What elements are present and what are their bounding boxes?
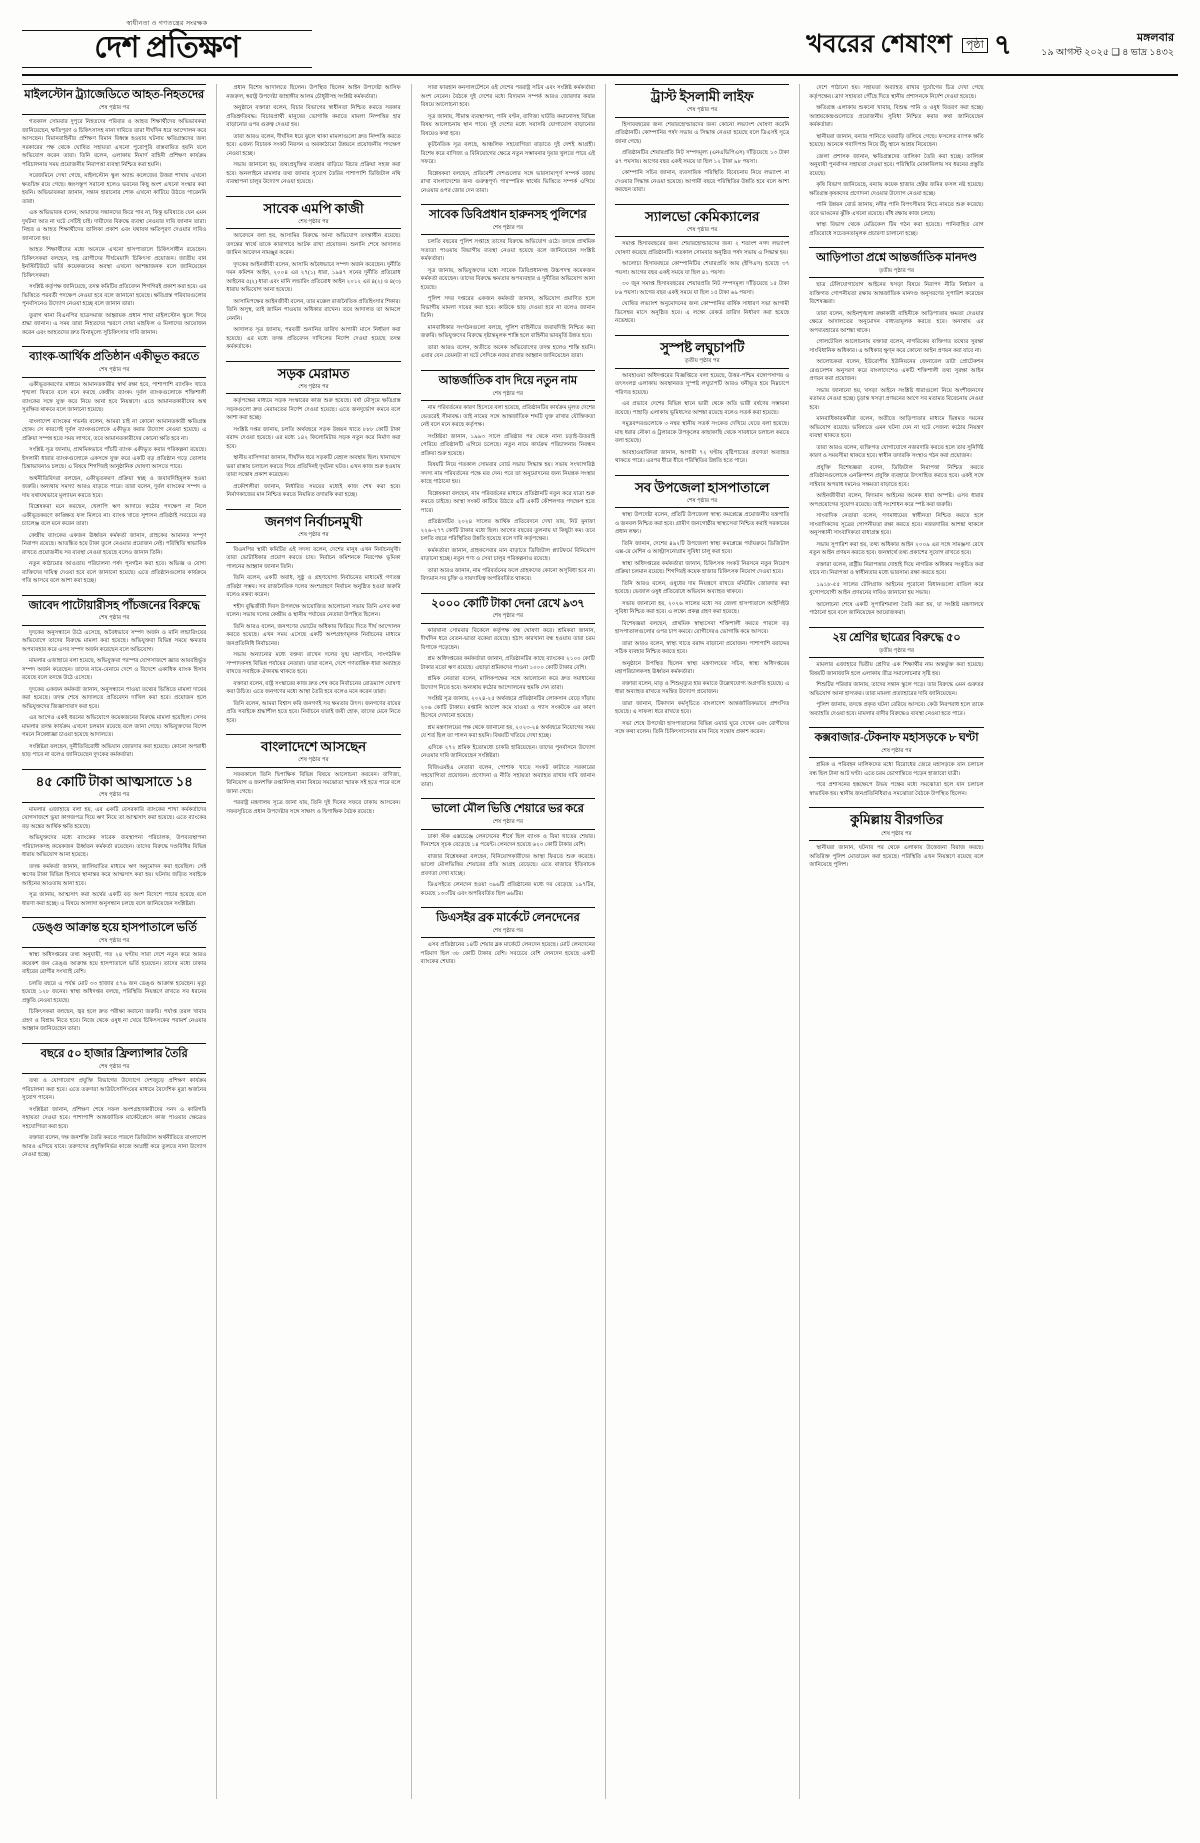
article-continuation-note: শেষ পৃষ্ঠার পর	[22, 937, 206, 949]
article	[226, 84, 400, 187]
masthead	[22, 18, 1178, 76]
article	[226, 509, 400, 725]
article-paragraph: প্রকৌশলীরা জানান, নির্ধারিত সময়ের মধ্যেই কাজ শেষ করা হবে। নির্মাণকাজের মান নিশ্চিত করতে নিয়মিত তদারকি করা হচ্ছে।	[226, 483, 401, 499]
article-paragraph: স্বাস্থ্য অধিদপ্তরের কর্মকর্তারা জানান, চিকিৎসক সংকট নিরসনে নতুন নিয়োগ প্রক্রিয়া চলমান রয়েছে। শিগগিরই কয়েক হাজার চিকিৎসক নিয়োগ দেওয়া হবে।	[614, 560, 790, 576]
article-paragraph: তুরাগ থানা বিএনপির ছাত্রসমাজ আহ্বায়ক প্রধান শাখা মাইলস্টোন স্কুলে গিয়ে শ্রদ্ধা জানান। এ সময় তারা নিহতদের স্মরণে দোয়া মাহফিল ও মিলাদের আয়োজন করেন এবং আহতদের দ্রুত বিনামূল্যে সুচিকিৎসার দাবি জানান।	[22, 312, 207, 336]
article	[22, 917, 206, 1034]
article	[421, 84, 595, 195]
article-paragraph: কূটনৈতিক সূত্র বলছে, আঞ্চলিক সহযোগিতা বাড়াতে দুই দেশই আগ্রহী। বিশেষ করে বাণিজ্য ও বিনিয়োগের ক্ষেত্রে নতুন সম্ভাবনার দুয়ার খুলতে পারে এই সফরে।	[420, 142, 595, 165]
article-paragraph: চলতি বছরের পুলিশ সপ্তাহে তাদের বিরুদ্ধে অভিযোগ ওঠে। তদন্তে প্রাথমিক সত্যতা পাওয়ায় বিভাগীয় ব্যবস্থা নেওয়া হয়েছে বলে জানিয়েছেন সংশ্লিষ্ট কর্মকর্তারা।	[420, 239, 595, 263]
article	[421, 798, 595, 898]
article-paragraph: কারখানা সোমবার বিকেলে কর্তৃপক্ষ বন্ধ ঘোষণা করে। শ্রমিকরা জানান, দীর্ঘদিন ধরে বেতন-ভাতা বকেয়া রয়েছে। হঠাৎ কারখানা বন্ধ হওয়ায় তারা চরম বিপাকে পড়েছেন।	[420, 627, 595, 651]
article-paragraph: তিনি আরও বলেন, জনগণের ভোটের অধিকার ফিরিয়ে দিতে দীর্ঘ আন্দোলন করতে হয়েছে। এখন সময় এসেছে একটি অংশগ্রহণমূলক নির্বাচনের মাধ্যমে জনপ্রতিনিধি নির্বাচনের।	[226, 623, 401, 647]
article-headline: কুমিল্লায় বীরগতির	[850, 812, 943, 828]
article-column	[22, 84, 206, 1799]
article-paragraph: শহীদ বুদ্ধিজীবী দিবস উপলক্ষে আয়োজিত আলোচনা সভায় তিনি এসব কথা বলেন। সভায় দলের কেন্দ্রীয় ও স্থানীয় পর্যায়ের নেতারা উপস্থিত ছিলেন।	[226, 603, 401, 619]
article-paragraph: বিশ্লেষকরা বলছেন, নাম পরিবর্তনের মাধ্যমে প্রতিষ্ঠানটি নতুন করে যাত্রা শুরু করতে চাইছে। আস্থা সংকট কাটিয়ে উঠতে এটি একটি কৌশলগত পদক্ষেপ হতে পারে।	[420, 490, 595, 514]
article-body	[421, 404, 595, 584]
article-paragraph: শ্রম মন্ত্রণালয়ের পক্ষ থেকে জানানো হয়, ২০২৩-২৪ অর্থবছরে নিয়োগের সময় যে শর্ত ছিল তা পালন করা হয়নি। বিষয়টি খতিয়ে দেখা হচ্ছে।	[420, 724, 595, 740]
article	[226, 361, 400, 500]
weekday-label: মঙ্গলবার	[1137, 31, 1174, 44]
article-headline: বাংলাদেশে আসছেন	[260, 739, 367, 755]
article-continuation-note: শেষ পৃষ্ঠার পর	[22, 791, 206, 803]
article-paragraph: তারা আরও বলেন, ব্যক্তিগত যোগাযোগে নজরদারি করতে হলে তার সুনির্দিষ্ট কারণ ও সময়সীমা থাকতে হবে। স্বাধীন তদারকি সংস্থাও গঠন করা প্রয়োজন।	[809, 444, 984, 460]
article-paragraph: স্থানীয়রা জানান, বন্যার পানিতে ঘরবাড়ি তলিয়ে গেছে। ফসলের ব্যাপক ক্ষতি হয়েছে। অনেকে গবাদিপশু নিয়ে উঁচু স্থানে আশ্রয় নিয়েছেন।	[809, 133, 984, 148]
article-paragraph: আহত শিক্ষার্থীদের মধ্যে অনেকে এখনো হাসপাতালে চিকিৎসাধীন রয়েছেন। চিকিৎসকরা বলছেন, দগ্ধ রোগীদের দীর্ঘমেয়াদি চিকিৎসা প্রয়োজন। জাতীয় বার্ন ইনস্টিটিউটে ভর্তি কয়েকজনের অবস্থা এখনো আশঙ্কাজনক বলে জানিয়েছেন চিকিৎসকরা।	[22, 247, 207, 279]
article-paragraph: কৃষি বিভাগ জানিয়েছে, বন্যায় কয়েক হাজার হেক্টর জমির ফসল নষ্ট হয়েছে। ক্ষতিগ্রস্ত কৃষকদের প্রণোদনা দেওয়ার উদ্যোগ নেওয়া হচ্ছে।	[809, 182, 984, 197]
article-paragraph: আবেদনে বলা হয়, আসামির বিরুদ্ধে আনা অভিযোগ তদন্তাধীন রয়েছে। তদন্তের স্বার্থে তাকে কারাগারে আটক রাখা প্রয়োজন। শুনানি শেষে আদালত জামিন আবেদন নামঞ্জুর করেন।	[226, 233, 401, 257]
page-word-label: পৃষ্ঠা	[962, 38, 988, 53]
article-paragraph: সংশ্লিষ্টরা জানান, প্রশিক্ষণ শেষে সফল অংশগ্রহণকারীদের সনদ ও কারিগরি সহায়তা দেওয়া হবে। পাশাপাশি আন্তর্জাতিক মার্কেটপ্লেসে কাজ পাওয়ার ক্ষেত্রেও সহযোগিতা করা হবে।	[22, 1106, 207, 1130]
article-headline: ট্রাস্ট ইসলামী লাইফ	[650, 89, 754, 104]
article-paragraph: সংশ্লিষ্ট দপ্তর জানায়, চলতি অর্থবছরে সড়ক উন্নয়ন খাতে ৮৮৮ কোটি টাকা বরাদ্দ দেওয়া হয়েছে। এর মধ্যে ১৪২ কিলোমিটার সড়ক নতুন করে নির্মাণ করা হবে।	[226, 426, 401, 450]
article-continuation-note: শেষ পৃষ্ঠার পর	[22, 614, 206, 626]
article-body	[809, 84, 983, 238]
article	[809, 247, 983, 618]
article-continuation-note: শেষ পৃষ্ঠার পর	[226, 218, 400, 230]
article-headline: মাইলস্টোন ট্র্যাজেডিতে আহত-নিহতদের	[24, 89, 205, 101]
article	[809, 84, 983, 238]
article-paragraph: সূত্র জানায়, অভিযুক্তদের মধ্যে সাবেক ডিবিপ্রধানসহ উচ্চপদস্থ কয়েকজন কর্মকর্তা রয়েছেন। তাদের বিরুদ্ধে ক্ষমতার অপব্যবহার ও দুর্নীতির অভিযোগ আনা হয়েছে।	[420, 267, 595, 291]
article-paragraph: অর্থনীতিবিদরা বলছেন, একীভূতকরণ প্রক্রিয়া স্বচ্ছ ও জবাবদিহিমূলক হওয়া জরুরি। অন্যথায় সমস্যা আরও বাড়তে পারে। তারা বলেন, দুর্বল ব্যাংকের সম্পদ ও দায় যথাযথভাবে মূল্যায়ন করতে হবে।	[22, 475, 207, 499]
article-paragraph: মানবাধিকারকর্মীরা বলেন, অতীতে আড়িপাতার মাধ্যমে ভিন্নমত দমনের অভিযোগ রয়েছে। ভবিষ্যতে এমন ঘটনা যেন না ঘটে সেজন্য কঠোর নিয়ন্ত্রণ ব্যবস্থা থাকতে হবে।	[809, 416, 984, 440]
article-continuation-note: শেষ পৃষ্ঠার পর	[615, 226, 789, 238]
article	[421, 204, 595, 361]
article-paragraph: পুলিশ সদর দপ্তরের একজন কর্মকর্তা জানান, অভিযোগ প্রমাণিত হলে বিভাগীয় মামলা দায়ের করা হবে। কাউকে ছাড় দেওয়া হবে না বলেও জানান তিনি।	[420, 296, 595, 320]
article-paragraph: বক্তারা বলেন, মাতৃ ও শিশুমৃত্যুর হার কমাতে উল্লেখযোগ্য অগ্রগতি হয়েছে। এ ধারা অব্যাহত রাখতে সমন্বিত উদ্যোগ প্রয়োজন।	[614, 680, 790, 696]
article-paragraph: স্বাস্থ্য উপদেষ্টা বলেন, প্রতিটি উপজেলা স্বাস্থ্য কমপ্লেক্সে প্রয়োজনীয় যন্ত্রপাতি ও জনবল নিশ্চিত করা হবে। গ্রামীণ জনগোষ্ঠীর স্বাস্থ্যসেবা নিশ্চিত করাই সরকারের প্রধান লক্ষ্য।	[614, 512, 790, 536]
article-paragraph: শ্রমিক নেতারা বলেন, মালিকপক্ষের সঙ্গে আলোচনা করে দ্রুত সমাধানের উদ্যোগ নিতে হবে। অন্যথায় কঠোর আন্দোলনের হুমকি দেন তারা।	[420, 676, 595, 691]
article-paragraph: আলোচনা শেষে একটি সুপারিশমালা তৈরি করা হয়, যা সংশ্লিষ্ট মন্ত্রণালয়ে পাঠানো হবে বলে জানিয়েছেন আয়োজকরা।	[809, 601, 984, 617]
masthead-right	[806, 24, 1178, 67]
article-paragraph: সংশ্লিষ্ট সূত্র জানায়, ২০২৪-২৫ অর্থবছরে প্রতিষ্ঠানটির লোকসান বেড়ে দাঁড়ায় ২০৬ কোটি টাকায়। রপ্তানি আদেশ কমে যাওয়া ও গ্যাস সংকটকে এর কারণ হিসেবে দেখানো হয়েছে।	[420, 696, 595, 720]
article-continuation-note: শেষ পৃষ্ঠার পর	[421, 927, 595, 939]
newspaper-logo	[22, 18, 312, 68]
article-body	[22, 806, 206, 909]
article-body	[809, 844, 983, 870]
article-paragraph: তিনি বলেন, একটি অবাধ, সুষ্ঠু ও গ্রহণযোগ্য নির্বাচনের মাধ্যমেই গণতন্ত্র প্রতিষ্ঠা সম্ভব। সব রাজনৈতিক দলের অংশগ্রহণে নির্বাচন অনুষ্ঠিত হওয়া জরুরি বলেও মন্তব্য করেন।	[226, 575, 401, 599]
article-paragraph: এসব প্রতিষ্ঠানের ১৪টি শেয়ার ব্লক মার্কেটে লেনদেন হয়েছে। মোট লেনদেনের পরিমাণ ছিল ৩৮ কোটি টাকার বেশি। সবচেয়ে বেশি লেনদেন হয়েছে একটি ব্যাংকের শেয়ার।	[420, 942, 595, 966]
article-continuation-note: শেষ পৃষ্ঠার পর	[22, 1063, 206, 1075]
article-paragraph: মামলার এজাহারে বলা হয়, এর একটি বেসরকারি ব্যাংকের শাখা কর্মকর্তাদের যোগসাজশে ভুয়া কাগজপত্র দিয়ে ঋণ নিয়ে তা আত্মসাৎ করা হয়েছে। এতে ব্যাংকের বড় অঙ্কের আর্থিক ক্ষতি হয়েছে।	[22, 806, 207, 830]
article-continuation-note: শেষ পৃষ্ঠার পর	[809, 830, 983, 842]
article-paragraph: শিশুটির পরিবার জানায়, তাদের সন্তান স্কুলে পড়ে। তার বিরুদ্ধে এমন গুরুতর অভিযোগ আনা হাস্যকর। তারা মামলা প্রত্যাহারের দাবি জানিয়েছেন।	[809, 682, 984, 697]
article-body	[226, 84, 400, 187]
article	[421, 370, 595, 584]
article-body	[226, 546, 400, 726]
article	[226, 734, 400, 816]
article-headline: আন্তর্জাতিক বাদ দিয়ে নতুন নাম	[438, 374, 577, 387]
article-paragraph: বিশ্লেষকরা মনে করছেন, খেলাপি ঋণ আদায়ে কঠোর পদক্ষেপ না নিলে একীভূতকরণে কাঙ্ক্ষিত ফল মিলবে না। ব্যাংক খাতে সুশাসন প্রতিষ্ঠাই সবচেয়ে বড় চ্যালেঞ্জ বলে মনে করেন তারা।	[22, 504, 207, 528]
article-paragraph: সভা শেষে উপদেষ্টা হাসপাতালের বিভিন্ন ওয়ার্ড ঘুরে দেখেন এবং রোগীদের সঙ্গে কথা বলেন। তিনি চিকিৎসাসেবার মান নিয়ে সন্তোষ প্রকাশ করেন।	[614, 720, 790, 736]
article-headline: জাবেদ পাটোয়ারীসহ পাঁচজনের বিরুদ্ধে	[28, 599, 200, 612]
article-paragraph: সফরকালে তিনি দ্বিপাক্ষিক বিভিন্ন বিষয়ে আলোচনা করবেন। বাণিজ্য, বিনিয়োগ ও জনশক্তি রপ্তানিসহ নানা বিষয়ে সমঝোতা স্মারক সই হতে পারে বলে জানা গেছে।	[226, 771, 401, 795]
article-paragraph: শ্রমিক ও পরিবহন মালিকদের মধ্যে বিরোধের জেরে মহাসড়কে যান চলাচল বন্ধ ছিল টানা আট ঘণ্টা। এতে চরম ভোগান্তিতে পড়েন হাজারো যাত্রী।	[809, 762, 984, 777]
article-paragraph: কোম্পানি সচিব জানান, ব্যবসায়িক পরিস্থিতি বিবেচনায় নিয়ে লভ্যাংশ না দেওয়ার সিদ্ধান্ত নেওয়া হয়েছে। আগামী বছরে পরিস্থিতির উন্নতি হবে বলে আশা করছেন তারা।	[614, 170, 790, 194]
article-paragraph: ঢাকা স্টক এক্সচেঞ্জে লেনদেনের শীর্ষে ছিল ব্যাংক ও বিমা খাতের শেয়ার। দিনশেষে সূচক বেড়েছে ১৪ পয়েন্ট। লেনদেন হয়েছে ৬২০ কোটি টাকার বেশি।	[420, 833, 595, 849]
article-paragraph: একীভূতকরণের মাধ্যমে আমানতকারীর স্বার্থ রক্ষা হবে, পাশাপাশি ব্যাংকিং খাতে শৃঙ্খলা ফিরবে বলে মনে করছে কেন্দ্রীয় ব্যাংক। দুর্বল ব্যাংকগুলোকে শক্তিশালী ব্যাংকের সঙ্গে যুক্ত করে নিয়ে আনা হবে নিয়ন্ত্রণে। এতে আমানতকারীদের অর্থ সুরক্ষিত থাকবে বলে জানানো হয়েছে।	[22, 381, 207, 414]
article-paragraph: তিনি আরও বলেন, ওষুধের দাম নিয়ন্ত্রণে রাখতে মনিটরিং জোরদার করা হয়েছে। ভেজাল ওষুধ প্রতিরোধে অভিযান অব্যাহত থাকবে।	[614, 580, 790, 596]
article-continuation-note: তৃতীয় পৃষ্ঠার পর	[809, 647, 983, 659]
article-columns	[22, 84, 1178, 1799]
article-paragraph: প্রতিষ্ঠানটির শেয়ারপ্রতি নিট সম্পদমূল্য (এনএভিপিএস) দাঁড়িয়েছে ১৩ টাকা ৪৭ পয়সায়। আগের বছর একই সময়ে যা ছিল ১২ টাকা ৯৮ পয়সা।	[614, 150, 790, 165]
article-headline: কক্সবাজার-টেকনাফ মহাসড়কে ৮ ঘণ্টা	[814, 732, 979, 745]
article-paragraph: স্থানীয়রা জানান, ঘটনার পর থেকে এলাকায় উত্তেজনা বিরাজ করছে। অতিরিক্ত পুলিশ মোতায়েন করা হয়েছে। পরিস্থিতি এখন নিয়ন্ত্রণে রয়েছে বলে জানিয়েছে পুলিশ।	[809, 845, 984, 869]
article-paragraph: বিশেষজ্ঞরা বলছেন, প্রাথমিক স্বাস্থ্যসেবা শক্তিশালী করতে পারলে বড় হাসপাতালগুলোর ওপর চাপ কমবে। রোগীদেরও ভোগান্তি কমে আসবে।	[614, 620, 790, 636]
article-column	[411, 84, 595, 1799]
article-continuation-note: শেষ পৃষ্ঠার পর	[226, 756, 400, 768]
article-paragraph: দুদকের একজন কর্মকর্তা জানান, অনুসন্ধানে পাওয়া তথ্যের ভিত্তিতে মামলা দায়ের করা হয়েছে। তদন্ত শেষে আদালতে প্রতিবেদন দাখিল করা হবে। প্রয়োজন হলে অভিযুক্তদের জিজ্ঞাসাবাদ করা হবে।	[22, 686, 207, 710]
date-label: ১৯ আগস্ট ২০২৫ ❑ ৪ ভাদ্র ১৪৩২	[1041, 47, 1174, 58]
article-body	[615, 240, 789, 326]
article-headline: স্যালভো কেমিক্যালের	[645, 208, 760, 224]
article-paragraph: বিজিএমইএ নেতারা বলেন, পোশাক খাতে সংকট কাটাতে সরকারের সহযোগিতা প্রয়োজন। প্রণোদনা ও নীতি সহায়তা অব্যাহত রাখার দাবি জানান তারা।	[420, 764, 595, 788]
article-continuation-note: শেষ পৃষ্ঠার পর	[615, 106, 789, 118]
article	[22, 346, 206, 585]
article-paragraph: আসামিপক্ষের আইনজীবী বলেন, তার মক্কেল রাজনৈতিক প্রতিহিংসার শিকার। তিনি অসুস্থ, তাই জামিন পাওয়ার অধিকার রাখেন। তবে আদালত তা আমলে নেননি।	[226, 298, 401, 322]
article-paragraph: আলোচকরা বলেন, ইউরোপীয় ইউনিয়নের জেনারেল ডাটা প্রোটেকশন রেগুলেশন অনুসরণ করে বাংলাদেশেও একটি শক্তিশালী তথ্য সুরক্ষা আইন প্রণয়ন করা প্রয়োজন।	[809, 359, 984, 383]
article-paragraph: পরে প্রশাসনের হস্তক্ষেপে উভয় পক্ষের মধ্যে সমঝোতা হলে যান চলাচল স্বাভাবিক হয়। স্থানীয় জনপ্রতিনিধিরাও সমঝোতা বৈঠকে উপস্থিত ছিলেন।	[809, 782, 984, 797]
article-continuation-note: শেষ পৃষ্ঠার পর	[615, 497, 789, 509]
article-paragraph: এর প্রভাবে দেশের বিভিন্ন স্থানে ভারী থেকে অতি ভারী বর্ষণের সম্ভাবনা রয়েছে। পাহাড়ি এলাকায় ভূমিধসের আশঙ্কা রয়েছে বলেও সতর্ক করা হয়েছে।	[614, 401, 790, 416]
article-paragraph: পানি উন্নয়ন বোর্ড জানায়, নদীর পানি বিপৎসীমার নিচে নামতে শুরু করেছে। তবে ভাঙনের ঝুঁকি এখনো রয়েছে। বাঁধ রক্ষায় কাজ চলছে।	[809, 202, 984, 217]
article-paragraph: দুদকের অনুসন্ধানে উঠে এসেছে, অবৈধভাবে সম্পদ অর্জন ও মানি লন্ডারিংয়ের অভিযোগে তাদের বিরুদ্ধে মামলা করা হয়েছে। অভিযুক্তরা বিভিন্ন সময়ে ক্ষমতার অপব্যবহার করে এসব সম্পদ অর্জন করেছেন বলে অভিযোগ।	[22, 629, 207, 653]
article-body	[809, 761, 983, 798]
article-paragraph: ডিএসইতে লেনদেন হওয়া ৩৯৬টি প্রতিষ্ঠানের মধ্যে দর বেড়েছে ১৯৭টির, কমেছে ১৩৩টির এবং অপরিবর্তিত ছিল ৬৬টির।	[420, 882, 595, 897]
article	[421, 907, 595, 967]
article-paragraph: ছাত্র টেলিযোগাযোগ আইনের খসড়া বিষয়ে নিরাপদ নীতি নির্ধারণ ও ব্যক্তিগত গোপনীয়তা রক্ষায় আন্তর্জাতিক মানদণ্ড অনুসরণের সুপারিশ করেছেন বিশেষজ্ঞরা।	[809, 282, 984, 306]
article-body	[22, 1077, 206, 1160]
article-paragraph: সরেজমিনে দেখা গেছে, মাইলস্টোন স্কুল অ্যান্ড কলেজের উত্তরা শাখায় এখনো ক্ষতচিহ্ন রয়ে গেছে। ধ্বংসস্তূপ সরানো হলেও ভবনের কিছু অংশ এখনো সংস্কার করা হয়নি। অভিভাবকরা জানান, সন্তান হারানোর শোক এখনো কাটিয়ে উঠতে পারেননি তারা।	[22, 173, 207, 205]
logo-title: দেশ প্রতিক্ষণ	[22, 30, 312, 68]
article-column	[799, 84, 983, 1799]
article	[615, 204, 789, 326]
article-paragraph: বক্তারা বলেন, রাষ্ট্র সংস্কারের কাজ দ্রুত শেষ করে নির্বাচনের রোডম্যাপ ঘোষণা করা উচিত। এতে জনগণের মধ্যে আস্থা তৈরি হবে বলেও মনে করেন তারা।	[226, 680, 401, 696]
article	[615, 475, 789, 737]
article-paragraph: স্থানীয় বাসিন্দারা জানান, দীর্ঘদিন ধরে সড়কটি বেহাল অবস্থায় ছিল। খানাখন্দে ভরা রাস্তায় চলাচল করতে গিয়ে প্রতিদিনই দুর্ঘটনা ঘটত। এখন কাজ শুরু হওয়ায় তারা সন্তোষ প্রকাশ করেছেন।	[226, 455, 401, 479]
article-headline: ২০০০ কোটি টাকা দেনা রেখে ৯৩৭	[431, 597, 585, 610]
article	[615, 84, 789, 195]
article-paragraph: পুলিশ জানায়, তদন্তে প্রকৃত ঘটনা বেরিয়ে আসবে। কেউ নিরপরাধ হলে তাকে অব্যাহতি দেওয়া হবে। মামলার বাদীর বিরুদ্ধেও ব্যবস্থা নেওয়া হতে পারে।	[809, 702, 984, 717]
article-paragraph: সাংবাদিক নেতারা বলেন, গণমাধ্যমের স্বাধীনতা নিশ্চিত করতে হলে সাংবাদিকদের সূত্রের গোপনীয়তা রক্ষা করতে হবে। নজরদারির আশঙ্কা থাকলে অনুসন্ধানী সাংবাদিকতা বাধাগ্রস্ত হবে।	[809, 513, 984, 537]
article-paragraph: তারা বলেন, আইনশৃঙ্খলা রক্ষাকারী বাহিনীকে আড়িপাতার ক্ষমতা দেওয়ার ক্ষেত্রে আদালতের অনুমোদন বাধ্যতামূলক করতে হবে। অন্যথায় এর অপব্যবহারের আশঙ্কা থাকে।	[809, 310, 984, 334]
article-headline: ডিএসইর ব্রক মার্কেটে লেনদেনের	[436, 912, 580, 925]
article-headline: সব উপজেলা হাসপাতালে	[635, 479, 770, 495]
article-continuation-note: তৃতীয় পৃষ্ঠার পর	[809, 267, 983, 279]
article-paragraph: চলতি বছরে এ পর্যন্ত মোট ৩৩ হাজার ৫৭৬ জন ডেঙ্গু আক্রান্ত হয়েছেন। মৃত্যু হয়েছে ১২৮ জনের। স্বাস্থ্য অধিদপ্তর বলছে, পরিস্থিতি নিয়ন্ত্রণে রাখতে সব ধরনের প্রস্তুতি নেওয়া হয়েছে।	[22, 980, 207, 1004]
article	[22, 84, 206, 337]
article-paragraph: গোলটেবিল আলোচনায় বক্তারা বলেন, নাগরিকের ব্যক্তিগত তথ্যের সুরক্ষা সাংবিধানিক অধিকার। এ অধিকার ক্ষুণ্ন করে কোনো আইন প্রণয়ন করা যাবে না।	[809, 339, 984, 354]
article-headline: ২য় শ্রেণির ছাত্রের বিরুদ্ধে ৫০	[832, 631, 961, 644]
article	[226, 196, 400, 352]
article-headline: সাবেক এমপি কাজী	[263, 200, 364, 216]
article-paragraph: আবহাওয়া অধিদপ্তরের বিজ্ঞপ্তিতে বলা হয়েছে, উত্তর-পশ্চিম বঙ্গোপসাগর ও তৎসংলগ্ন এলাকায় অবস্থানরত সুস্পষ্ট লঘুচাপটি আরও ঘনীভূত হয়ে নিম্নচাপে পরিণত হয়েছে।	[614, 372, 790, 396]
article-continuation-note: শেষ পৃষ্ঠার পর	[809, 747, 983, 759]
article-paragraph: সভায় অন্যান্যের মধ্যে বক্তব্য রাখেন দলের যুগ্ম মহাসচিব, সাংগঠনিক সম্পাদকসহ বিভিন্ন পর্যায়ের নেতারা। তারা বলেন, দেশে গণতান্ত্রিক ধারা অব্যাহত রাখতে সবাইকে ঐক্যবদ্ধ থাকতে হবে।	[226, 652, 401, 676]
article-paragraph: সারা ফারহান কনসালটেশনে ওই দেশের পররাষ্ট্র সচিব এবং সংশ্লিষ্ট কর্মকর্তারা অংশ নেবেন। বৈঠকে দুই দেশের মধ্যে বিদ্যমান সম্পর্ক আরও জোরদার করার বিষয়ে আলোচনা হবে।	[420, 85, 595, 108]
article-paragraph: স্বাস্থ্য বিভাগ থেকে মেডিকেল টিম গঠন করা হয়েছে। পানিবাহিত রোগ প্রতিরোধে সচেতনতামূলক প্রচারণা চালানো হচ্ছে।	[809, 222, 984, 237]
article-paragraph: সূত্র জানায়, সীমান্ত ব্যবস্থাপনা, পানি বণ্টন, বাণিজ্য ঘাটতি কমানোসহ বিভিন্ন বিষয় আলোচনায় স্থান পাবে। দুই দেশের মধ্যে সরাসরি যোগাযোগ বাড়ানোর বিষয়েও কথা হবে।	[420, 113, 595, 137]
article-headline: জনগণ নির্বাচনমুখী	[264, 513, 363, 529]
article-headline: ভালো মৌল ভিত্তি শেয়ারে ভর করে	[431, 803, 584, 816]
article-continuation-note: শেষ পৃষ্ঠার পর	[421, 818, 595, 830]
article-paragraph: কর্মকর্তারা জানান, গ্রাহকসেবার মান বাড়াতে ডিজিটাল প্ল্যাটফর্মে বিনিয়োগ বাড়ানো হচ্ছে। নতুন পণ্য ও সেবা চালুর পরিকল্পনাও রয়েছে।	[420, 547, 595, 563]
article-paragraph: তিনি জানান, দেশের ৪৯২টি উপজেলা স্বাস্থ্য কমপ্লেক্সে পর্যায়ক্রমে ডিজিটাল এক্স-রে মেশিন ও আল্ট্রাসনোগ্রাম সুবিধা চালু করা হবে।	[614, 540, 790, 556]
article-paragraph: সভায় জানানো হয়, তথ্যপ্রযুক্তির ব্যবহার বাড়িয়ে বিচার প্রক্রিয়া সহজ করা হবে। অনলাইনে মামলার তথ্য জানার সুযোগ তৈরির পাশাপাশি ডিজিটাল নথি ব্যবস্থাপনা চালুর উদ্যোগ নেওয়া হয়েছে।	[226, 162, 401, 185]
article	[615, 335, 789, 466]
article-headline: ডেঙ্গু আক্রান্ত হয়ে হাসপাতালে ভর্তি	[31, 922, 197, 935]
article-paragraph: অভিযুক্তদের মধ্যে ব্যাংকের সাবেক ব্যবস্থাপনা পরিচালক, উপব্যবস্থাপনা পরিচালকসহ কয়েকজন ঊর্ধ্বতন কর্মকর্তা রয়েছেন। তাদের বিরুদ্ধে দণ্ডবিধির বিভিন্ন ধারায় অভিযোগ আনা হয়েছে।	[22, 835, 207, 859]
date-block	[1024, 31, 1174, 61]
article	[809, 627, 983, 718]
article-paragraph: সমাপ্ত হিসাববছরের জন্য শেয়ারহোল্ডারদের জন্য ২ শতাংশ নগদ লভ্যাংশ ঘোষণা করেছে প্রতিষ্ঠানটি। গতকাল সোমবার অনুষ্ঠিত পর্ষদ সভায় এ সিদ্ধান্ত হয়।	[614, 241, 790, 256]
article-paragraph: সংশ্লিষ্টরা জানান, ১৯৯৩ সালে প্রতিষ্ঠার পর থেকে নানা চড়াই-উতরাই পেরিয়ে প্রতিষ্ঠানটি এগিয়ে চলেছে। নতুন নামে কার্যক্রম পরিচালনায় নিবন্ধন প্রক্রিয়া শুরু হয়েছে।	[420, 433, 595, 457]
article-paragraph: দেশে পাঠানো হয়। সহায়তা অব্যাহত রাখার দুর্যোগের চিত্র দেখা গেছে কর্তৃপক্ষের। ত্রাণ সহায়তা পৌঁছে দিতে স্থানীয় প্রশাসনকে নির্দেশ দেওয়া হয়েছে।	[809, 85, 984, 100]
article-body	[22, 381, 206, 586]
article-paragraph: এর আগেও একই ধরনের অভিযোগে কয়েকজনের বিরুদ্ধে মামলা হয়েছিল। সেসব মামলার তদন্ত কার্যক্রম এখনো চলমান রয়েছে বলে জানা গেছে। অভিযুক্তদের বিদেশ গমনে নিষেধাজ্ঞা চাওয়া হয়েছে আদালতে।	[22, 715, 207, 739]
article-paragraph: নাম পরিবর্তনের কারণ হিসেবে বলা হয়েছে, প্রতিষ্ঠানটির কার্যক্রম মূলত দেশের ভেতরেই সীমাবদ্ধ। তাই নামের সঙ্গে আন্তর্জাতিক শব্দটি যুক্ত রাখার যৌক্তিকতা নেই বলে মনে করছে কর্তৃপক্ষ।	[420, 405, 595, 429]
article	[809, 727, 983, 798]
article-continuation-note: শেষ পৃষ্ঠার পর	[421, 390, 595, 402]
article-paragraph: গতকাল সোমবার দুপুরে নিহতদের পরিবার ও আহত শিক্ষার্থীদের অভিভাবকরা জানিয়েছেন, ক্ষতিপূরণ ও চিকিৎসাসহ নানা দাবিতে তারা দীর্ঘদিন ধরে আন্দোলন করে আসছেন। বিমানবাহিনীর প্রশিক্ষণ বিমান বিধ্বস্ত হওয়ার ঘটনায় ক্ষতিগ্রস্তদের জন্য সরকারের পক্ষ থেকে ঘোষিত সহায়তা এখনো পুরোপুরি বাস্তবায়িত হয়নি বলে অভিযোগ করেন তারা। তিনি বলেন, এলাকায় নিমার্ণ বাহিনী প্রশিক্ষণ কার্যক্রম পরিচালনার সময় প্রয়োজনীয় নিরাপত্তা ব্যবস্থা নিশ্চিত করা হয়নি।	[22, 119, 207, 168]
article-body	[809, 281, 983, 618]
page-badge	[962, 29, 1014, 61]
article-body	[22, 629, 206, 760]
article-column	[216, 84, 400, 1799]
article-body	[421, 238, 595, 361]
article-body	[22, 118, 206, 337]
article-paragraph: তথ্য ও যোগাযোগ প্রযুক্তি বিভাগের উদ্যোগে দেশজুড়ে প্রশিক্ষণ কার্যক্রম পরিচালনা করা হবে। এতে তরুণরা আউটসোর্সিংয়ের মাধ্যমে বৈদেশিক মুদ্রা অর্জনের সুযোগ পাবেন।	[22, 1078, 207, 1102]
article-headline: বছরে ৫০ হাজার ফ্রিল্যান্সার তৈরি	[40, 1047, 188, 1060]
article-column	[605, 84, 789, 1799]
article-paragraph: বাজার বিশ্লেষকরা বলছেন, বিনিয়োগকারীদের আস্থা ফিরতে শুরু করেছে। ভালো মৌলভিত্তির শেয়ারের প্রতি আগ্রহ বেড়েছে। এতে বাজারে ইতিবাচক প্রবণতা দেখা যাচ্ছে।	[420, 853, 595, 877]
page-number: ৭	[993, 29, 1012, 61]
article-continuation-note: শেষ পৃষ্ঠার পর	[421, 224, 595, 236]
article-paragraph: ১৯১৮-৫৫ সালের টেলিগ্রাফ আইনের পুরোনো বিধানগুলো বাতিল করে যুগোপযোগী আইন প্রণয়নের দাবিও জানানো হয় সভায়।	[809, 581, 984, 597]
article-paragraph: কেন্দ্রীয় ব্যাংকের একজন ঊর্ধ্বতন কর্মকর্তা জানান, গ্রাহকের আমানত সম্পূর্ণ নিরাপদ রয়েছে। আতঙ্কিত হয়ে টাকা তুলে নেওয়ার প্রয়োজন নেই। পরিস্থিতি স্বাভাবিক রাখতে প্রয়োজনীয় সব ব্যবস্থা নেওয়া হয়েছে বলেও জানান তিনি।	[22, 532, 207, 556]
article-paragraph: চিকিৎসকরা বলছেন, জ্বর হলে দ্রুত পরীক্ষা করানো জরুরি। পর্যাপ্ত তরল খাবার গ্রহণ ও বিশ্রাম নিতে হবে। নিজে থেকে ওষুধ না খেয়ে চিকিৎসকের পরামর্শ নেওয়ার আহ্বান জানিয়েছেন তারা।	[22, 1009, 207, 1033]
article-paragraph: আবহাওয়াবিদরা জানান, আগামী ৭২ ঘণ্টায় বৃষ্টিপাতের প্রবণতা অব্যাহত থাকতে পারে। এরপর ধীরে ধীরে পরিস্থিতির উন্নতি হতে পারে।	[614, 449, 790, 465]
article-paragraph: প্রতিষ্ঠানটির ২০২৪ সালের আর্থিক প্রতিবেদনে দেখা যায়, নিট মুনাফা ২২৬-২৭৭ কোটি টাকার মধ্যে ছিল। আগের বছরের তুলনায় যা কিছুটা কম। তবে চলতি বছরে পরিস্থিতির উন্নতি হয়েছে বলে দাবি কর্তৃপক্ষের।	[420, 519, 595, 543]
article-headline: ৪৫ কোটি টাকা আত্মসাতে ১৪	[35, 773, 193, 789]
article-paragraph: তারা আরও বলেন, অতীতে অনেক অভিযোগের তদন্ত হলেও শাস্তি হয়নি। এবার যেন তেমনটা না ঘটে সেদিকে নজর রাখার আহ্বান জানিয়েছেন তারা।	[420, 344, 595, 360]
article-paragraph: কর্তৃপক্ষের মাধ্যমে সড়ক সংস্কারের কাজ শুরু হয়েছে। বর্ষা মৌসুমে ক্ষতিগ্রস্ত সড়কগুলো দ্রুত মেরামতের নির্দেশ দেওয়া হয়েছে। এতে জনদুর্ভোগ কমবে বলে আশা করা হচ্ছে।	[226, 398, 401, 422]
article-paragraph: সভায় জানানো হয়, ২০২৬ সালের মধ্যে সব জেলা হাসপাতালে আইসিইউ সুবিধা নিশ্চিত করা হবে। এ লক্ষ্যে প্রকল্প গ্রহণ করা হয়েছে।	[614, 600, 790, 616]
article-paragraph: তারা জানান, টিকাদান কর্মসূচিতে বাংলাদেশ আন্তর্জাতিকভাবে প্রশংসিত হয়েছে। এ সাফল্য ধরে রাখতে হবে।	[614, 700, 790, 716]
article-body	[421, 941, 595, 967]
article-paragraph: জেলা প্রশাসক জানান, ক্ষতিগ্রস্তদের তালিকা তৈরি করা হচ্ছে। তালিকা অনুযায়ী পুনর্বাসন সহায়তা দেওয়া হবে। পরিস্থিতি মোকাবিলায় সব ধরনের প্রস্তুতি রয়েছে।	[809, 153, 984, 177]
article-paragraph: বক্তারা বলেন, দক্ষ জনশক্তি তৈরি করতে পারলে ডিজিটাল অর্থনীতিতে বাংলাদেশ আরও এগিয়ে যাবে। তরুণদের প্রযুক্তিনির্ভর কাজে আগ্রহী করে তুলতে নানা উদ্যোগ নেওয়া হচ্ছে।	[22, 1135, 207, 1159]
article-paragraph: বক্তারা বলেন, রাষ্ট্রীয় নিরাপত্তার দোহাই দিয়ে নাগরিক অধিকার সংকুচিত করা যাবে না। নিরাপত্তা ও স্বাধীনতার মধ্যে ভারসাম্য রক্ষা করতে হবে।	[809, 561, 984, 577]
section-title: খবরের শেষাংশ	[806, 31, 952, 58]
article	[421, 593, 595, 790]
article-paragraph: বিএনপির স্থায়ী কমিটির এই সদস্য বলেন, দেশের মানুষ এখন নির্বাচনমুখী। তারা ভোটাধিকার প্রয়োগ করতে চায়। নির্বাচন কমিশনকে নিরপেক্ষ ভূমিকা পালনের আহ্বান জানান তিনি।	[226, 546, 401, 570]
article-body	[615, 372, 789, 466]
article	[22, 769, 206, 908]
article-headline: ব্যাংক-আর্থিক প্রতিষ্ঠান একীভূত করতে	[29, 351, 200, 364]
article-paragraph: বিষয়টি নিয়ে গতকাল সোমবার বোর্ড সভায় সিদ্ধান্ত হয়। সভায় সংখ্যাগরিষ্ঠ সদস্য নাম পরিবর্তনের পক্ষে মত দেন। পরে তা অনুমোদনের জন্য নিয়ন্ত্রক সংস্থার কাছে পাঠানো হয়।	[420, 462, 595, 486]
article-paragraph: সমুদ্রবন্দরগুলোকে ৩ নম্বর স্থানীয় সতর্ক সংকেত দেখিয়ে যেতে বলা হয়েছে। মাছ ধরার নৌকা ও ট্রলারকে উপকূলের কাছাকাছি থেকে সাবধানে চলাচল করতে বলা হয়েছে।	[614, 421, 790, 445]
article-paragraph: এক অভিভাবক বলেন, আমাদের সন্তানদের ফিরে পাব না, কিন্তু ভবিষ্যতে যেন এমন দুর্ঘটনা আর না ঘটে সেটিই চাই। দায়ীদের বিরুদ্ধে ব্যবস্থা নেওয়ার দাবি জানান তারা। নিহত ও আহত শিক্ষার্থীদের তালিকা প্রকাশ এবং যথাযথ ক্ষতিপূরণ দেওয়ার দাবিও জানানো হয়।	[22, 210, 207, 242]
article-paragraph: দুদকের আইনজীবী বলেন, আসামি অবৈধভাবে সম্পদ অর্জন করেছেন। দুর্নীতি দমন কমিশন আইন, ২০০৪ এর ২৭(১) ধারা, ১৯৪৭ সনের দুর্নীতি প্রতিরোধ আইনের ৫(২) ধারা এবং মানি লন্ডারিং প্রতিরোধ আইন ২০১২ এর ৪(২) ও ৪(৩) ধারায় অভিযোগ আনা হয়েছে।	[226, 261, 401, 294]
article-paragraph: নতুন কাঠামোর আওতায় পরিচালনা পর্ষদ পুনর্গঠন করা হবে। অভিজ্ঞ ও যোগ্য ব্যক্তিদের দায়িত্ব দেওয়া হবে বলে জানানো হয়েছে। এতে প্রতিষ্ঠানগুলোর কার্যক্রমে গতি আসবে বলে আশা করা হচ্ছে।	[22, 561, 207, 585]
article-paragraph: মামলার এজাহারে বলা হয়েছে, অভিযুক্তরা পরস্পর যোগসাজশে জ্ঞাত আয়বহির্ভূত সম্পদ অর্জন করেছেন। তাদের নামে-বেনামে দেশে ও বিদেশে একাধিক ব্যাংক হিসাব রয়েছে বলে তদন্তে উঠে এসেছে।	[22, 658, 207, 682]
article-paragraph: তদন্ত কর্মকর্তা জানান, জালিয়াতির মাধ্যমে ঋণ অনুমোদন করা হয়েছিল। সেই ঋণের টাকা বিভিন্ন হিসাবে স্থানান্তর করে আত্মসাৎ করা হয়। ঘটনায় জড়িত সবাইকে আইনের আওতায় আনা হবে।	[22, 863, 207, 887]
article-paragraph: প্রযুক্তি বিশেষজ্ঞরা বলেন, ডিজিটাল নিরাপত্তা নিশ্চিত করতে প্রতিষ্ঠানগুলোকে এনক্রিপশন প্রযুক্তি ব্যবহারে উৎসাহিত করতে হবে। একই সঙ্গে সাইবার অপরাধ দমনেও সক্ষমতা বাড়াতে হবে।	[809, 464, 984, 488]
article-continuation-note: শেষ পৃষ্ঠার পর	[22, 104, 206, 116]
article-paragraph: মামলার এজাহারে দ্বিতীয় শ্রেণির এক শিক্ষার্থীর নাম অন্তর্ভুক্ত করা হয়েছে। বিষয়টি জানাজানি হলে এলাকায় তীব্র সমালোচনার সৃষ্টি হয়।	[809, 662, 984, 677]
article-paragraph: সংশ্লিষ্ট সূত্র জানায়, প্রাথমিকভাবে পাঁচটি ব্যাংক একীভূত করার পরিকল্পনা রয়েছে। ইসলামী ধারার ব্যাংকগুলোকে একসঙ্গে যুক্ত করে একটি বড় প্রতিষ্ঠান গড়ে তোলার চিন্তাভাবনাও চলছে। এ বিষয়ে শিগগিরই আনুষ্ঠানিক ঘোষণা আসতে পারে।	[22, 447, 207, 471]
article-paragraph: পররাষ্ট্র মন্ত্রণালয় সূত্রে জানা যায়, তিনি দুই দিনের সফরে ঢাকায় আসবেন। সফরসূচিতে প্রধান উপদেষ্টার সঙ্গে সাক্ষাৎ ও দ্বিপাক্ষিক বৈঠক রয়েছে।	[226, 800, 401, 815]
article-paragraph: সূত্র জানায়, আত্মসাৎ করা অর্থের একটি বড় অংশ বিদেশে পাচার হয়েছে বলে ধারণা করা হচ্ছে। এ বিষয়ে আলাদা অনুসন্ধান চলছে বলে জানিয়েছেন সংশ্লিষ্টরা।	[22, 892, 207, 907]
article-paragraph: ৩০ জুন সমাপ্ত হিসাববছরের শেয়ারপ্রতি নিট সম্পদমূল্য দাঁড়িয়েছে ১৫ টাকা ৮৬ পয়সা। আগের বছর একই সময়ে যা ছিল ১৫ টাকা ৬৯ পয়সা।	[614, 281, 790, 296]
article-continuation-note: শেষ পৃষ্ঠার পর	[421, 612, 595, 624]
article	[22, 1043, 206, 1160]
article-paragraph: তারা আরও বলেন, স্বাস্থ্য খাতে বরাদ্দ বাড়ানো প্রয়োজন। পাশাপাশি বরাদ্দের সঠিক ব্যবহার নিশ্চিত করতে হবে।	[614, 640, 790, 656]
article-paragraph: বিশ্লেষকরা বলছেন, প্রতিবেশী দেশগুলোর সঙ্গে ভারসাম্যপূর্ণ সম্পর্ক বজায় রাখা বাংলাদেশের জন্য গুরুত্বপূর্ণ। পারস্পরিক স্বার্থের ভিত্তিতে সম্পর্ক এগিয়ে নেওয়ার ওপর জোর দেন তারা।	[420, 170, 595, 194]
article-paragraph: সভায় জানানো হয়, খসড়া আইনে সংশ্লিষ্ট ধারাগুলো নিয়ে অংশীজনদের মতামত নেওয়া হচ্ছে। চূড়ান্ত খসড়া প্রণয়নের আগে সব মতামত বিবেচনায় নেওয়া হবে।	[809, 387, 984, 411]
article-paragraph: ক্ষতিগ্রস্ত এলাকায় শুকনো খাবার, বিশুদ্ধ পানি ও ওষুধ বিতরণ করা হচ্ছে। আশ্রয়কেন্দ্রগুলোতে প্রয়োজনীয় সুবিধা নিশ্চিত করার কথা জানিয়েছেন কর্মকর্তারা।	[809, 105, 984, 128]
article-paragraph: সভায় সুপারিশ করা হয়, তথ্য অধিকার আইন ২০০৯ এর সঙ্গে সামঞ্জস্য রেখে নতুন আইন প্রণয়ন করতে হবে। জনস্বার্থে তথ্য প্রকাশের সুযোগ রাখতে হবে।	[809, 541, 984, 557]
article-paragraph: শ্রম অধিদপ্তরের কর্মকর্তারা জানান, প্রতিষ্ঠানটির কাছে ব্যাংকের ২১০০ কোটি টাকার মতো ঋণ রয়েছে। এছাড়া শ্রমিকদের পাওনা ১০০০ কোটি টাকার বেশি।	[420, 656, 595, 671]
article-paragraph: সংশ্লিষ্ট কর্তৃপক্ষ জানিয়েছে, তদন্ত কমিটির প্রতিবেদন শিগগিরই প্রকাশ করা হবে। এর ভিত্তিতে পরবর্তী পদক্ষেপ নেওয়া হবে বলে জানানো হয়েছে। ক্ষতিগ্রস্ত পরিবারগুলোর পুনর্বাসনেও উদ্যোগ নেওয়া হচ্ছে বলে জানান তারা।	[22, 284, 207, 308]
article-headline: সুস্পষ্ট লঘুচাপটি	[660, 339, 745, 355]
article-paragraph: অনুষ্ঠানে উপস্থিত ছিলেন স্বাস্থ্য মন্ত্রণালয়ের সচিব, স্বাস্থ্য অধিদপ্তরের মহাপরিচালকসহ ঊর্ধ্বতন কর্মকর্তারা।	[614, 660, 790, 676]
article-body	[226, 232, 400, 352]
article-continuation-note: শেষ পৃষ্ঠার পর	[226, 531, 400, 543]
article-paragraph: মানবাধিকার সংগঠনগুলো বলছে, পুলিশ বাহিনীতে জবাবদিহি নিশ্চিত করা জরুরি। অভিযুক্তদের বিরুদ্ধে দৃষ্টান্তমূলক শাস্তি হলে বাহিনীর ভাবমূর্তি উন্নত হবে।	[420, 324, 595, 340]
article-body	[615, 511, 789, 737]
article	[22, 595, 206, 760]
logo-tagline: স্বাধীনতা ও গণতন্ত্রের সংরক্ষক	[126, 20, 208, 27]
article-body	[421, 833, 595, 899]
article-body	[226, 771, 400, 817]
article-paragraph: আদালত সূত্র জানায়, পরবর্তী শুনানির তারিখ আগামী মাসে নির্ধারণ করা হয়েছে। এর মধ্যে তদন্ত প্রতিবেদন দাখিলের নির্দেশ দেওয়া হয়েছে তদন্ত কর্মকর্তাকে।	[226, 327, 401, 351]
article-continuation-note: শেষ পৃষ্ঠার পর	[226, 383, 400, 395]
article-paragraph: স্বাস্থ্য অধিদপ্তরের তথ্য অনুযায়ী, গত ২৪ ঘণ্টায় সারা দেশে নতুন করে আরও কয়েকশ জন ডেঙ্গু আক্রান্ত হয়ে হাসপাতালে ভর্তি হয়েছেন। তাদের মধ্যে ঢাকার বাইরের রোগীর সংখ্যাই বেশি।	[22, 952, 207, 976]
article-continuation-note: তৃতীয় পৃষ্ঠার পর	[615, 357, 789, 369]
article-paragraph: প্রধান বিশেষ আদালতে ছিলেন। উপস্থিত ছিলেন আইন উপদেষ্টা আসিফ নজরুল, স্বরাষ্ট্র উপদেষ্টা জাহাঙ্গীর আলম চৌধুরীসহ সংশ্লিষ্ট কর্মকর্তারা।	[226, 85, 401, 100]
article-body	[615, 121, 789, 195]
article-paragraph: তিনি বলেন, আমরা বিশ্বাস করি জনগণই সব ক্ষমতার উৎস। জনগণের রায়ের প্রতি সবাইকে শ্রদ্ধাশীল হতে হবে। নির্বাচনে যারাই জয়ী হোক, তাদের মেনে নিতে হবে।	[226, 700, 401, 724]
article-paragraph: সংশ্লিষ্টরা বলছেন, দুর্নীতিবিরোধী অভিযান জোরদার করা হয়েছে। কোনো অপরাধী ছাড় পাবে না বলেও জানিয়েছেন দুদকের কর্মকর্তারা।	[22, 743, 207, 759]
article-paragraph: এদিকে ২৭২ শ্রমিক ইতোমধ্যে চাকরি হারিয়েছেন। তাদের পুনর্বাসনে উদ্যোগ নেওয়ার দাবি জানিয়েছেন সংশ্লিষ্টরা।	[420, 744, 595, 760]
article-paragraph: হিসাববছরের জন্য শেয়ারহোল্ডারদের জন্য কোনো লভ্যাংশ ঘোষণা করেনি প্রতিষ্ঠানটি। কোম্পানির পর্ষদ সভায় এ সিদ্ধান্ত নেওয়া হয়েছে বলে ডিএসই সূত্রে জানা গেছে।	[614, 121, 790, 145]
article-body	[22, 951, 206, 1034]
article-headline: সাবেক ডিবিপ্রধান হারুনসহ পুলিশের	[429, 209, 587, 221]
article-paragraph: তারা আরও জানান, নাম পরিবর্তনের ফলে গ্রাহকদের কোনো অসুবিধা হবে না। বিদ্যমান সব চুক্তি ও দায়দায়িত্ব অপরিবর্তিত থাকবে।	[420, 567, 595, 583]
article-headline: আড়িপাতা প্রশ্নে আন্তর্জাতিক মানদণ্ড	[816, 252, 977, 264]
article-body	[421, 84, 595, 195]
article-body	[226, 397, 400, 500]
article-body	[421, 627, 595, 790]
article-paragraph: আলোচ্য হিসাববছরে কোম্পানিটির শেয়ারপ্রতি আয় (ইপিএস) হয়েছে ৩৭ পয়সা। আগের বছর একই সময়ে যা ছিল ৪১ পয়সা।	[614, 261, 790, 276]
article-paragraph: বাংলাদেশ ব্যাংকের গভর্নর বলেন, আমরা চাই না কোনো আমানতকারী ক্ষতিগ্রস্ত হোক। সে কারণেই দুর্বল ব্যাংকগুলোকে একীভূত করার উদ্যোগ নেওয়া হয়েছে। এ প্রক্রিয়া সম্পন্ন হতে সময় লাগবে, তবে আমানতকারীদের কোনো ক্ষতি হবে না।	[22, 418, 207, 442]
article	[809, 807, 983, 869]
article-headline: সড়ক মেরামত	[277, 365, 350, 381]
article-paragraph: আইনজীবীরা বলেন, বিদ্যমান আইনের অনেক ধারা অস্পষ্ট। এসব ধারার অপপ্রয়োগের সুযোগ রয়েছে। তাই সংশোধন করে স্পষ্ট করা জরুরি।	[809, 493, 984, 508]
article-paragraph: ঘোষিত লভ্যাংশ অনুমোদনের জন্য কোম্পানির বার্ষিক সাধারণ সভা আগামী ডিসেম্বর মাসে অনুষ্ঠিত হবে। এ লক্ষ্যে রেকর্ড তারিখ নির্ধারণ করা হয়েছে নভেম্বরে।	[614, 301, 790, 325]
article-paragraph: অনুষ্ঠানে বক্তারা বলেন, বিচার বিভাগের স্বাধীনতা নিশ্চিত করতে সরকার প্রতিশ্রুতিবদ্ধ। বিচারপ্রার্থী মানুষের ভোগান্তি কমাতে মামলা নিষ্পত্তির হার বাড়ানোর ওপর গুরুত্ব দেওয়া হয়।	[226, 105, 401, 128]
article-body	[809, 661, 983, 718]
article-paragraph: তারা আরও বলেন, দীর্ঘদিন ধরে ঝুলে থাকা মামলাগুলো দ্রুত নিষ্পত্তি করতে হবে। এজন্য বিচারক সংকট নিরসন ও অবকাঠামো উন্নয়নে প্রয়োজনীয় পদক্ষেপ নেওয়া হচ্ছে।	[226, 133, 401, 157]
article-continuation-note: শেষ পৃষ্ঠার পর	[22, 366, 206, 378]
